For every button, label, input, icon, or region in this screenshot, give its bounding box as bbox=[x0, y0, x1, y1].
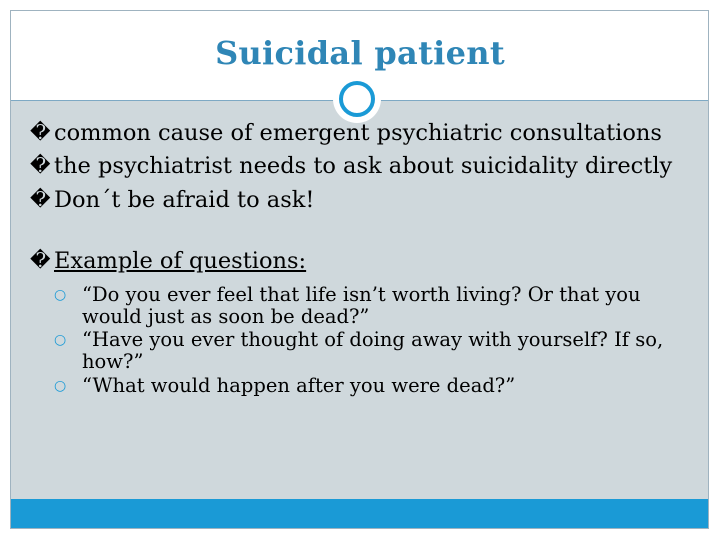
footer-bar bbox=[11, 499, 708, 528]
question-item bbox=[54, 329, 700, 373]
circle-bullet-icon: ○ bbox=[54, 286, 67, 303]
question-item bbox=[54, 284, 700, 328]
bullet-glyph: � bbox=[30, 153, 51, 178]
bullet-item bbox=[30, 120, 700, 147]
question-text: “What would happen after you were dead?” bbox=[82, 374, 516, 398]
question-item bbox=[54, 375, 700, 397]
bullet-glyph: � bbox=[30, 248, 51, 273]
circle-bullet-icon: ○ bbox=[54, 378, 67, 395]
bullet-text: Don´t be afraid to ask! bbox=[54, 186, 315, 213]
example-heading: Example of questions: bbox=[54, 248, 307, 275]
bullet-item-example bbox=[30, 248, 700, 275]
bullet-item bbox=[30, 187, 700, 214]
bullet-item bbox=[30, 153, 700, 180]
circle-bullet-icon: ○ bbox=[54, 332, 67, 349]
bullet-glyph: � bbox=[30, 186, 51, 211]
bullet-text: common cause of emergent psychiatric consultations bbox=[54, 120, 662, 146]
question-text: “Have you ever thought of doing away with yourself? If so, how?” bbox=[82, 328, 664, 374]
divider-circle-icon bbox=[339, 81, 375, 117]
bullet-text: the psychiatrist needs to ask about suicidality directly bbox=[54, 153, 673, 180]
bullet-glyph: � bbox=[30, 120, 51, 144]
question-text: “Do you ever feel that life isn’t worth living? Or that you would just as soon be dead?” bbox=[82, 282, 641, 328]
question-list bbox=[54, 284, 700, 397]
bullet-list bbox=[30, 120, 700, 399]
slide-title: Suicidal patient bbox=[215, 34, 505, 72]
